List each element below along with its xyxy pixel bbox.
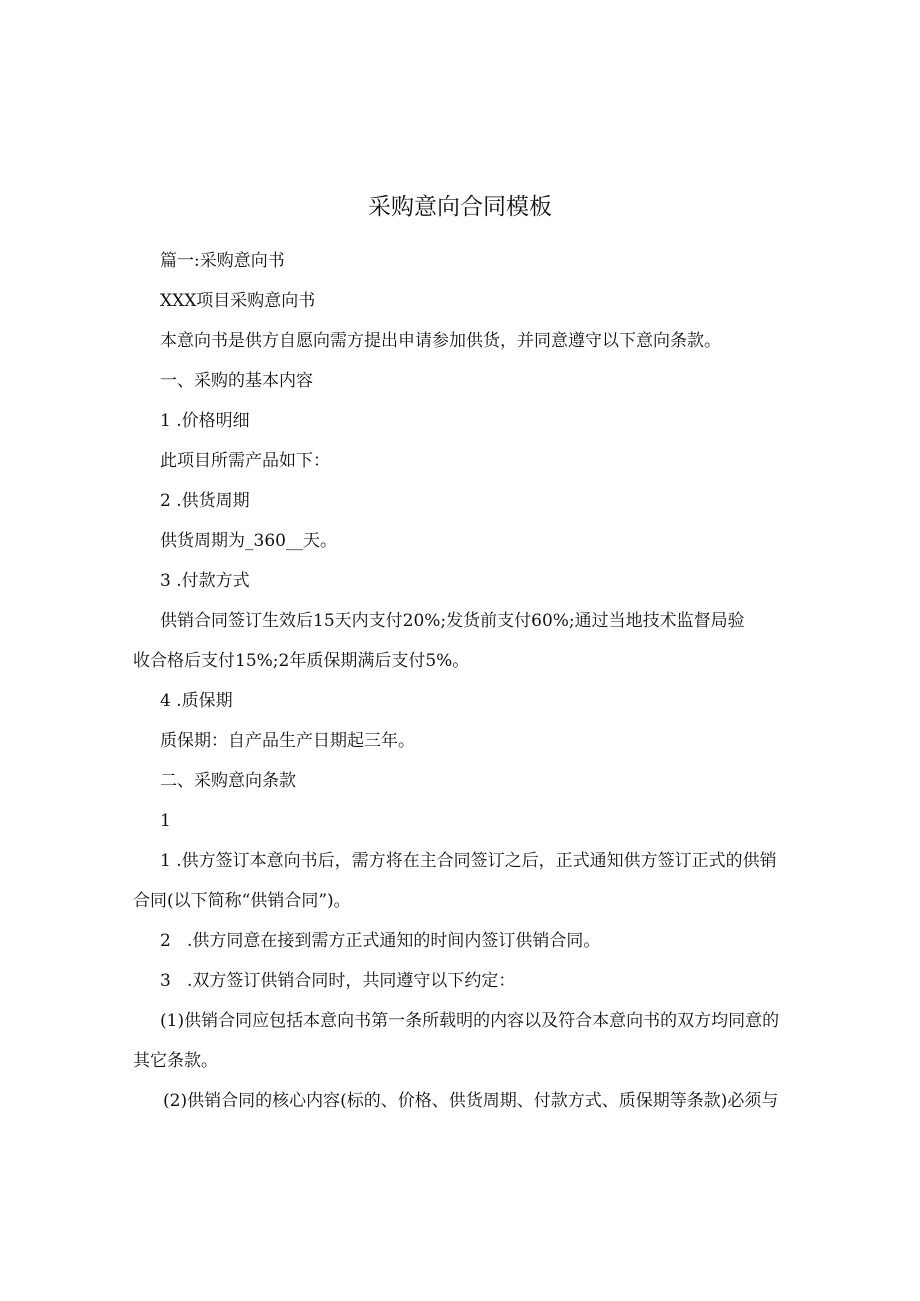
sub-clause-1: (1)供销合同应包括本意向书第一条所载明的内容以及符合本意向书的双方均同意的 <box>160 1011 780 1031</box>
document-title: 采购意向合同模板 <box>368 194 552 220</box>
item-heading-price-detail: 1 .价格明细 <box>160 411 250 431</box>
item-heading-supply-period: 2 .供货周期 <box>160 491 250 511</box>
item-heading-payment-method: 3 .付款方式 <box>160 571 250 591</box>
document-subtitle: XXX项目采购意向书 <box>160 291 316 311</box>
list-number: 1 <box>160 811 171 831</box>
paragraph: 供销合同签订生效后15天内支付20%;发货前支付60%;通过当地技术监督局验 <box>160 611 745 631</box>
paragraph-continuation: 合同(以下简称“供销合同”)。 <box>133 891 351 911</box>
paragraph: 质保期：自产品生产日期起三年。 <box>160 731 415 751</box>
item-heading-warranty: 4 .质保期 <box>160 691 233 711</box>
paragraph-continuation: 收合格后支付15%;2年质保期满后支付5%。 <box>133 651 470 671</box>
section-heading-basic-content: 一、采购的基本内容 <box>160 371 313 391</box>
paragraph: 供货周期为_360__天。 <box>160 531 337 551</box>
chapter-heading: 篇一:采购意向书 <box>160 251 285 271</box>
sub-clause-2: (2)供销合同的核心内容(标的、价格、供货周期、付款方式、质保期等条款)必须与 <box>163 1091 779 1111</box>
clause-1: 1 .供方签订本意向书后，需方将在主合同签订之后，正式通知供方签订正式的供销 <box>160 851 777 871</box>
document-body <box>0 241 920 1121</box>
paragraph-continuation: 其它条款。 <box>133 1051 218 1071</box>
clause-3: 3 .双方签订供销合同时，共同遵守以下约定： <box>160 971 516 991</box>
intro-paragraph: 本意向书是供方自愿向需方提出申请参加供货，并同意遵守以下意向条款。 <box>160 331 721 351</box>
section-heading-intent-terms: 二、采购意向条款 <box>160 771 296 791</box>
clause-2: 2 .供方同意在接到需方正式通知的时间内签订供销合同。 <box>160 931 601 951</box>
paragraph: 此项目所需产品如下： <box>160 451 330 471</box>
